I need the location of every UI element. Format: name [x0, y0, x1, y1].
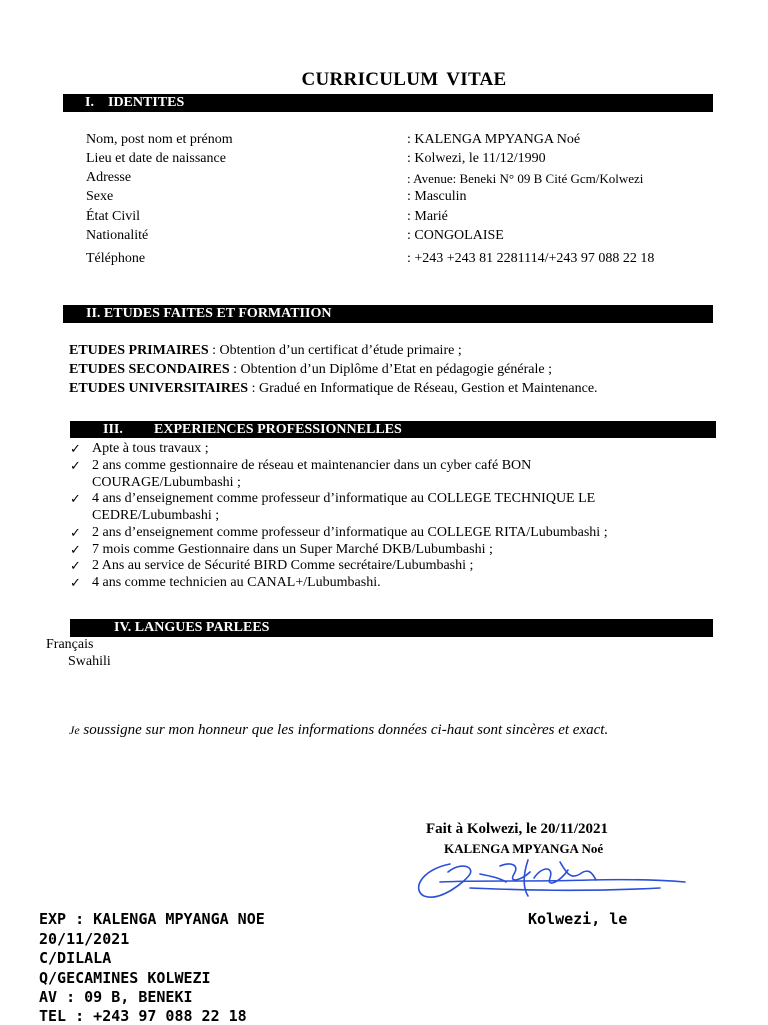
sender-line: TEL : +243 97 088 22 18: [39, 1007, 247, 1025]
language-item: Swahili: [68, 654, 111, 669]
list-item: [70, 440, 209, 457]
identity-value: : CONGOLAISE: [407, 228, 504, 243]
experience-text: 4 ans d’enseignement comme professeur d’informatique au COLLEGE TECHNIQUE LE: [92, 491, 596, 506]
signature-image: [410, 852, 700, 904]
education-detail: : Gradué en Informatique de Réseau, Gestion et Maintenance.: [248, 381, 598, 396]
list-item: [70, 457, 531, 491]
education-item: [69, 362, 552, 378]
section-label: IV. LANGUES PARLEES: [114, 620, 270, 635]
identity-label: Nationalité: [86, 228, 149, 243]
document-title: CURRICULUM VITAE: [301, 69, 507, 90]
section-number: I.: [85, 95, 94, 110]
education-detail: : Obtention d’un certificat d’étude primaire ;: [208, 343, 462, 358]
checkmark-icon: ✓: [70, 441, 81, 456]
section-label: II. ETUDES FAITES ET FORMATIION: [86, 306, 332, 321]
identity-value: : Avenue: Beneki N° 09 B Cité Gcm/Kolwezi: [407, 171, 644, 186]
checkmark-icon: ✓: [70, 525, 81, 540]
experience-text: 4 ans comme technicien au CANAL+/Lubumbashi.: [92, 575, 381, 590]
signer-name: KALENGA MPYANGA Noé: [444, 841, 604, 856]
sender-city: Kolwezi, le: [528, 910, 628, 928]
experience-text: CEDRE/Lubumbashi ;: [92, 508, 220, 523]
education-level: ETUDES SECONDAIRES: [69, 362, 230, 377]
experience-text: 2 ans comme gestionnaire de réseau et maintenancier dans un cyber café BON: [92, 458, 532, 473]
identity-value: : Masculin: [407, 189, 467, 204]
checkmark-icon: ✓: [70, 491, 81, 506]
checkmark-icon: ✓: [70, 542, 81, 557]
list-item: [70, 524, 608, 541]
experience-text: 2 Ans au service de Sécurité BIRD Comme secrétaire/Lubumbashi ;: [92, 558, 474, 573]
education-level: ETUDES UNIVERSITAIRES: [69, 381, 249, 396]
section-label: IDENTITES: [108, 95, 185, 110]
identity-label: Adresse: [86, 170, 132, 185]
section-langues-header: [70, 619, 713, 637]
identity-value: : KALENGA MPYANGA Noé: [407, 132, 581, 147]
identity-value: : Kolwezi, le 11/12/1990: [407, 151, 546, 166]
list-item: [70, 574, 381, 591]
education-detail: : Obtention d’un Diplôme d’Etat en pédagogie générale ;: [229, 362, 552, 377]
experience-text: 7 mois comme Gestionnaire dans un Super Marché DKB/Lubumbashi ;: [92, 542, 493, 557]
list-item: [70, 557, 473, 574]
identity-label: État Civil: [86, 209, 141, 224]
section-label: EXPERIENCES PROFESSIONNELLES: [154, 422, 402, 437]
identity-label: Lieu et date de naissance: [86, 151, 226, 166]
sender-line: 20/11/2021: [39, 930, 130, 948]
identity-label: Nom, post nom et prénom: [86, 132, 233, 147]
sender-line: C/DILALA: [39, 949, 112, 967]
experience-text: 2 ans d’enseignement comme professeur d’informatique au COLLEGE RITA/Lubumbashi ;: [92, 525, 608, 540]
education-item: [69, 343, 462, 359]
checkmark-icon: ✓: [70, 575, 81, 590]
language-item: Français: [46, 637, 94, 652]
education-item: [69, 381, 598, 397]
list-item: [70, 541, 493, 558]
section-identites-header: [63, 94, 713, 112]
list-item: [70, 490, 595, 524]
sender-line: AV : 09 B, BENEKI: [39, 988, 193, 1006]
declaration-text: soussigne sur mon honneur que les informations données ci-haut sont sincères et exact.: [79, 722, 609, 738]
section-experiences-header: [70, 421, 716, 438]
experience-text: Apte à tous travaux ;: [92, 441, 209, 456]
identity-label: Sexe: [86, 189, 114, 204]
sender-line: EXP : KALENGA MPYANGA NOE: [39, 910, 265, 928]
checkmark-icon: ✓: [70, 558, 81, 573]
identity-value: : +243 +243 81 2281114/+243 97 088 22 18: [407, 251, 655, 266]
declaration-je: Je: [69, 723, 80, 737]
section-number: III.: [103, 422, 123, 437]
experience-text: COURAGE/Lubumbashi ;: [92, 475, 241, 490]
place-date: Fait à Kolwezi, le 20/11/2021: [426, 821, 609, 837]
education-level: ETUDES PRIMAIRES: [69, 343, 209, 358]
section-etudes-header: [63, 305, 713, 323]
identity-value: : Marié: [407, 209, 448, 224]
checkmark-icon: ✓: [70, 458, 81, 473]
declaration: [69, 722, 608, 739]
identity-label: Téléphone: [86, 251, 146, 266]
sender-line: Q/GECAMINES KOLWEZI: [39, 969, 211, 987]
